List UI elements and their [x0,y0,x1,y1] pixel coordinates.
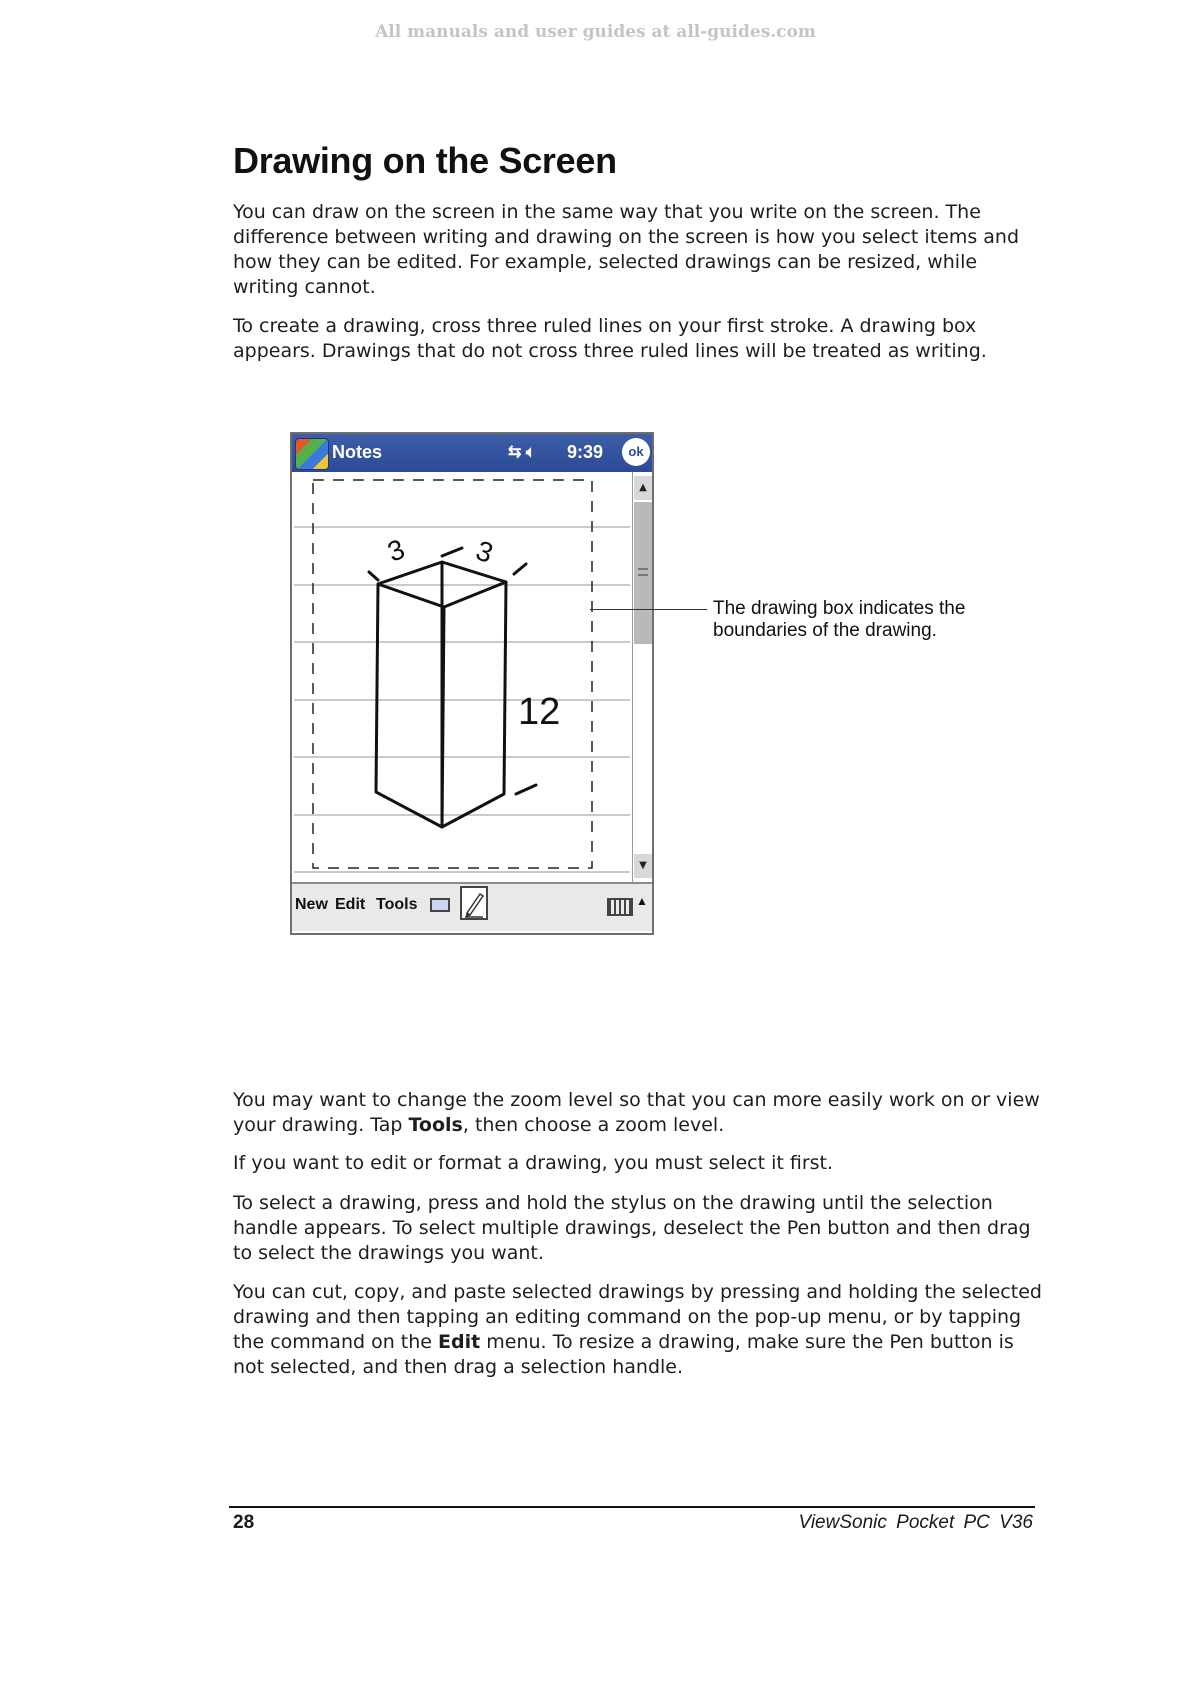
tools-emphasis: Tools [408,1114,463,1136]
scroll-thumb[interactable] [634,502,652,644]
paragraph-select-drawing: To select a drawing, press and hold the stylus on the drawing until the selection handle appears. To select multiple drawings, deselect the Pen button and then drag to select the drawings you want. [233,1192,1031,1264]
input-selector-arrow-icon[interactable]: ▲ [636,894,648,908]
scroll-down-button[interactable]: ▼ [634,854,652,878]
dimension-label-2: 3 [471,534,498,569]
note-canvas[interactable] [292,472,632,882]
page-title: Drawing on the Screen [233,140,617,181]
menu-new[interactable]: New [295,896,328,913]
clock[interactable]: 9:39 [567,442,604,462]
prism-drawing [369,548,536,827]
paragraph-cut-copy-paste [233,1280,1048,1380]
ok-button[interactable]: ok [622,438,650,466]
paragraph-create-drawing: To create a drawing, cross three ruled lines on your first stroke. A drawing box appears. Drawings that do not cross three ruled lines will be treated as writing. [233,315,987,362]
footer-rule [229,1506,1035,1508]
edit-text-end: menu. To resize a drawing, make sure the Pen button is not selected, and then drag a selection handle. [233,1331,1014,1378]
zoom-text-end: , then choose a zoom level. [462,1114,725,1136]
notes-screenshot [290,432,654,935]
vertical-scrollbar[interactable] [632,472,652,882]
menu-edit[interactable]: Edit [335,896,366,913]
zoom-text-start: You may want to change the zoom level so that you can more easily work on or view your drawing. Tap [233,1089,1040,1136]
scroll-up-button[interactable]: ▲ [634,476,652,500]
scroll-grip-icon [638,568,648,576]
keyboard-icon[interactable] [607,898,633,916]
drawing-box [313,480,592,868]
edit-text-start: You can cut, copy, and paste selected drawings by pressing and holding the selected drawing and then tapping an editing command on the pop-up menu, or by tapping the command on the [233,1281,1042,1353]
callout-leader-line [590,609,707,610]
paragraph-zoom [233,1088,1048,1138]
edit-emphasis: Edit [438,1331,481,1353]
product-name: ViewSonic Pocket PC V36 [798,1512,1033,1533]
page-number: 28 [233,1512,255,1533]
app-title: Notes [332,442,383,462]
connectivity-volume-icon[interactable]: ⇆ 🔈︎ [508,444,536,461]
ruled-lines [294,527,630,872]
paragraph-intro: You can draw on the screen in the same way that you write on the screen. The difference between writing and drawing on the screen is how you select items and how they can be edited. For example, selected drawings can be resized, while writing cannot. [233,201,1020,298]
dimension-label-1: 3 [383,533,409,568]
menu-tools[interactable]: Tools [376,896,418,913]
title-bar [292,434,652,472]
command-bar [292,882,652,931]
paragraph-select-first: If you want to edit or format a drawing, you must select it first. [233,1152,834,1174]
recording-toolbar-icon[interactable] [430,898,450,912]
watermark: All manuals and user guides at all-guides.com [375,22,816,42]
height-label: 12 [518,691,561,733]
start-menu-icon[interactable] [295,438,329,470]
pen-button[interactable] [460,886,488,920]
pen-icon [462,888,486,918]
figure-callout: The drawing box indicates the boundaries of the drawing. [713,598,966,641]
